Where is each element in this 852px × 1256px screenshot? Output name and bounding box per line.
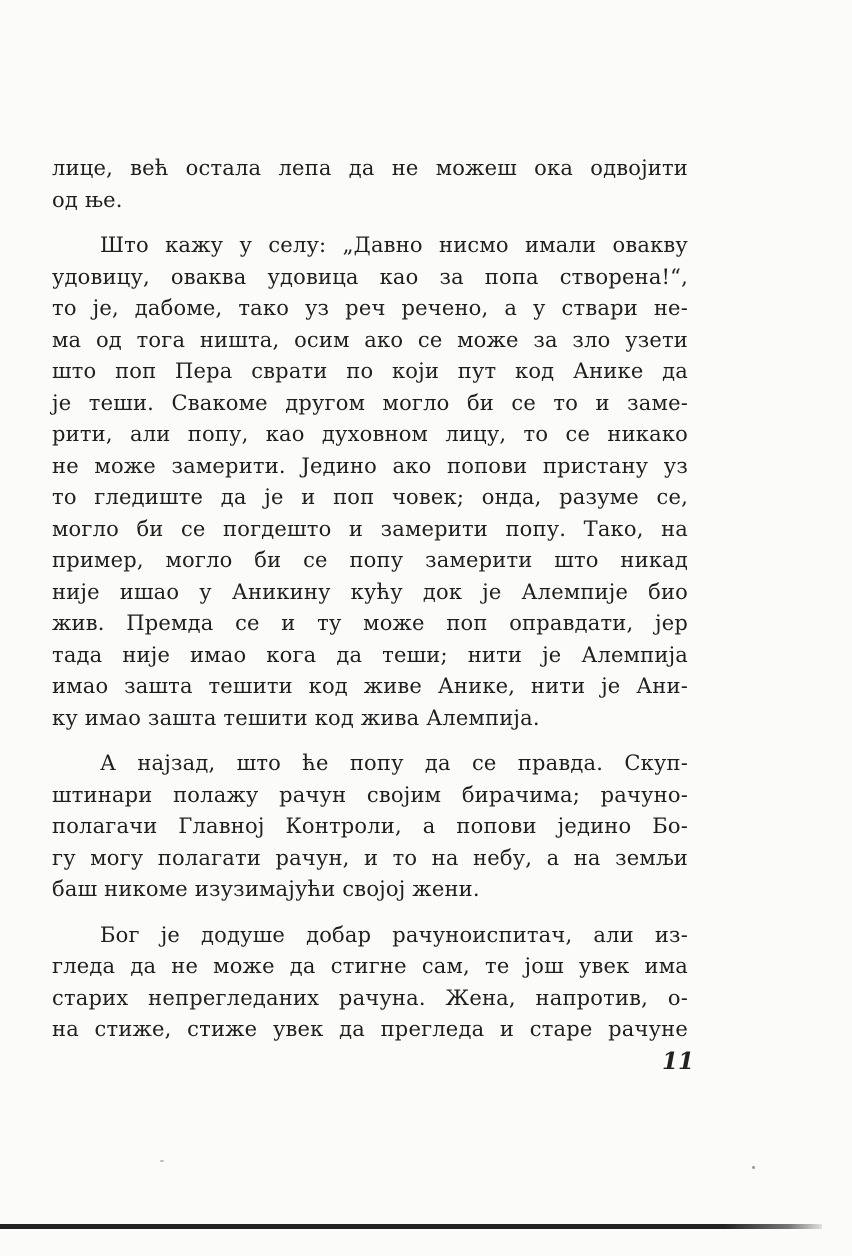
- text-line: тада није имао кога да теши; нити је Алемпија: [52, 642, 688, 667]
- text-line: штинари полажу рачун својим бирачима; рачуно-: [52, 782, 688, 807]
- text-line: Што кажу у селу: „Давно нисмо имали овакву: [100, 233, 688, 257]
- text-line: рити, али попу, као духовном лицу, то се никако: [52, 422, 688, 446]
- text-line: је теши. Свакоме другом могло би се то и заме-: [52, 390, 688, 415]
- paper-speck: [752, 1166, 755, 1169]
- text-line: то је, дабоме, тако уз реч речено, а у ствари не-: [52, 296, 688, 320]
- text-line: могло би се погдешто и замерити попу. Тако, на: [52, 516, 688, 541]
- text-line: старих непрегледаних рачуна. Жена, напротив, о-: [52, 985, 688, 1010]
- text-line: гу могу полагати рачун, и то на небу, а на земљи: [52, 845, 688, 870]
- text-line: што поп Пера сврати по који пут код Анике да: [52, 359, 688, 383]
- paragraph-gap: [52, 216, 688, 230]
- body-text: [52, 153, 688, 1046]
- text-line: ма од тога ништа, осим ако се може за зло узети: [52, 327, 688, 352]
- paper-speck: [160, 1160, 164, 1162]
- paragraph: [52, 230, 688, 734]
- text-line: Бог је додуше добар рачуноиспитач, али из-: [100, 922, 688, 947]
- text-line: пример, могло би се попу замерити што никад: [52, 548, 688, 572]
- paragraph: [52, 920, 688, 1046]
- paragraph: [52, 748, 688, 906]
- text-line: А најзад, што ће попу да се правда. Скуп-: [100, 751, 688, 775]
- page-number: 11: [662, 1048, 695, 1075]
- text-line: полагачи Главној Контроли, а попови једино Бо-: [52, 814, 688, 838]
- text-line: имао зашта тешити код живе Анике, нити је Ани-: [52, 674, 688, 698]
- text-line: на стиже, стиже увек да прегледа и старе рачуне: [52, 1017, 688, 1041]
- text-line: баш никоме изузимајући својој жени.: [52, 877, 480, 901]
- paragraph-gap: [52, 734, 688, 748]
- text-line: од ње.: [52, 187, 123, 212]
- text-line: лице, већ остала лепа да не можеш ока одвојити: [52, 156, 688, 180]
- text-line: удовицу, оваква удовица као за попа створена!“,: [52, 264, 688, 289]
- text-line: не може замерити. Једино ако попови пристану уз: [52, 453, 688, 478]
- text-line: није ишао у Аникину кућу док је Алемпије био: [52, 579, 688, 604]
- text-line: жив. Премда се и ту може поп оправдати, јер: [52, 611, 688, 635]
- text-line: гледа да не може да стигне сам, те још увек има: [52, 954, 688, 978]
- bottom-edge-line: [0, 1224, 822, 1229]
- text-line: ку имао зашта тешити код жива Алемпија.: [52, 705, 540, 730]
- text-line: то гледиште да је и поп човек; онда, разуме се,: [52, 485, 688, 509]
- paragraph-gap: [52, 906, 688, 920]
- paragraph: [52, 153, 688, 216]
